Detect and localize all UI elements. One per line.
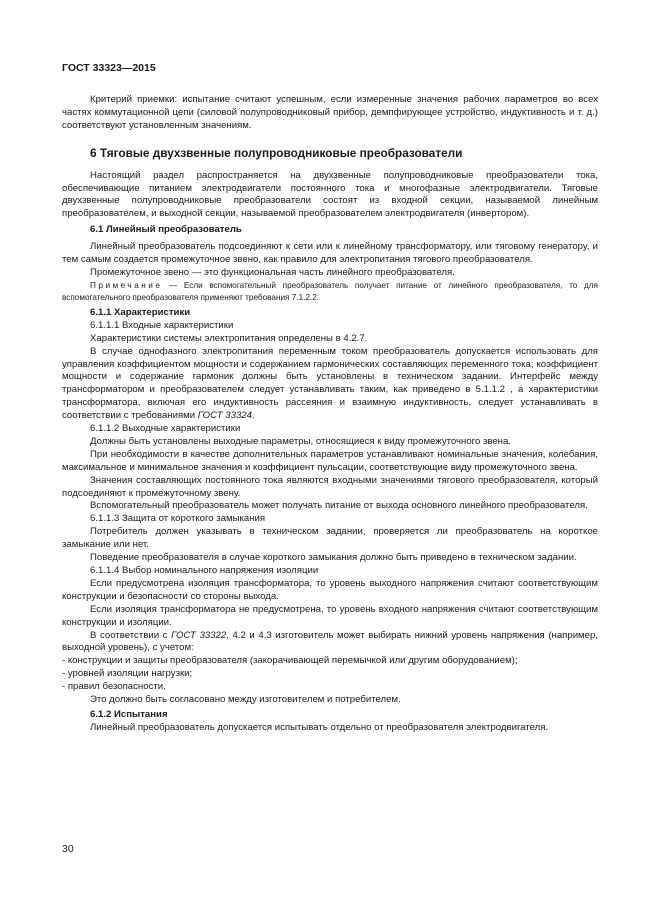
page-number: 30 [62, 843, 74, 855]
note [62, 280, 598, 304]
lower-voltage-intro: В соответствии с [90, 629, 172, 641]
list-item: - правил безопасности. [62, 681, 166, 693]
paragraph-short-circuit-check: Потребитель должен указывать в техническом задании, проверяется ли преобразователь на короткое замыкание или нет. [62, 526, 598, 551]
document-body [62, 94, 598, 735]
paragraph-output-params: Должны быть установлены выходные параметры, относящиеся к виду промежуточного звена. [90, 435, 511, 447]
list-item: - уровней изоляции нагрузки; [62, 668, 193, 680]
paragraph-short-circuit-behavior: Поведение преобразователя в случае короткого замыкания должно быть приведено в техническом задании. [90, 552, 577, 564]
paragraph-additional-params: При необходимости в качестве дополнительных параметров устанавливают номинальные значения, колебания, максимальное и минимальное значения и коэффициент пульсации, соответствующие виду промежуточного звена. [62, 448, 598, 473]
section-6-1-1-heading: 6.1.1 Характеристики [90, 306, 191, 318]
single-phase-text: В случае однофазного электропитания переменным током преобразователь допускается использовать для управления коэффициентом мощности и содержанием гармонических составляющих переменного тока; коэффициент мощности и содержание гармоник должны быть установлены в техническом задании. Интерфейс между трансформатором и преобразователем следует устанавливать таким, как приведено в 5.1.1.2 , а характеристики трансформатора, включая его индуктивность рассеяния и взаимную индуктивность, следует устанавливать в соответствии с требованиями [62, 345, 598, 422]
paragraph-auxiliary-converter: Вспомогательный преобразователь может получать питание от выхода основного линейного преобразователя. [90, 500, 588, 512]
note-label: Примечание [90, 280, 163, 290]
paragraph-power-supply: Характеристики системы электропитания определены в 4.2.7. [90, 332, 368, 344]
reference-gost-33322: ГОСТ 33322 [171, 629, 227, 641]
paragraph-lower-voltage [62, 630, 598, 656]
section-6-1-1-1-heading: 6.1.1.1 Входные характеристики [90, 319, 234, 331]
paragraph-dc-components: Значения составляющих постоянного тока являются входными значениями тягового преобразователя, который подсоединяют к промежуточному звену. [62, 474, 598, 499]
reference-gost-33324: ГОСТ 33324 [197, 410, 252, 422]
paragraph-acceptance-criterion: Критерий приемки: испытание считают успешным, если измеренные значения рабочих параметров во всех частях коммутационной цепи (силовой полупроводниковый прибор, демпфирующее устройство, индуктивность и т. д.) соответствуют установленным значениям. [62, 94, 598, 131]
section-6-1-1-3-heading: 6.1.1.3 Защита от короткого замыкания [90, 513, 266, 525]
paragraph-intermediate-link: Промежуточное звено — это функциональная часть линейного преобразователя. [90, 266, 455, 278]
section-6-heading: 6 Тяговые двухзвенные полупроводниковые преобразователи [90, 145, 463, 160]
paragraph-no-isolation: Если изоляция трансформатора не предусмотрена, то уровень входного напряжения считают соответствующим конструкции и изоляции. [62, 603, 598, 628]
paragraph-scope: Настоящий раздел распространяется на двухзвенные полупроводниковые преобразователи тока, обеспечивающие питанием электродвигатели постоянного тока и многофазные электродвигатели. Тяговые двухзвенные полупроводниковые преобразователи состоят из входной секции, называемой линейным преобразователем, и выходной секции, называемой преобразователем электродвигателя (инвертором). [62, 169, 598, 220]
lower-voltage-text: , 4.2 и 4.3 изготовитель может выбирать нижний уровень напряжения (например, выходной уровень), с учетом: [62, 629, 598, 654]
list-item: - конструкции и защиты преобразователя (закорачивающей перемычкой или другим оборудованием); [62, 655, 518, 667]
section-6-1-1-2-heading: 6.1.1.2 Выходные характеристики [90, 423, 241, 435]
paragraph-testing: Линейный преобразователь допускается испытывать отдельно от преобразователя электродвигателя. [90, 721, 549, 733]
paragraph-line-converter: Линейный преобразователь подсоединяют к сети или к линейному трансформатору, или тяговому генератору, и тем самым создается промежуточное звено, как правило для электропитания тягового преобразователя. [62, 241, 598, 266]
section-6-1-heading: 6.1 Линейный преобразователь [90, 224, 242, 236]
section-6-1-1-4-heading: 6.1.1.4 Выбор номинального напряжения изоляции [90, 565, 319, 576]
paragraph-transformer-isolation: Если предусмотрена изоляция трансформатора, то уровень выходного напряжения считают соответствующим конструкции и безопасности со стороны выхода. [62, 577, 598, 602]
paragraph-single-phase [62, 346, 598, 423]
single-phase-end: . [251, 410, 255, 422]
note-text: — Если вспомогательный преобразователь получает питание от линейного преобразователя, то для вспомогательного преобразователя применяют требования 7.1.2.2. [62, 280, 598, 302]
paragraph-agreement: Это должно быть согласовано между изготовителем и потребителем. [90, 694, 401, 706]
section-6-1-2-heading: 6.1.2 Испытания [90, 708, 168, 720]
document-header: ГОСТ 33323—2015 [62, 62, 156, 74]
